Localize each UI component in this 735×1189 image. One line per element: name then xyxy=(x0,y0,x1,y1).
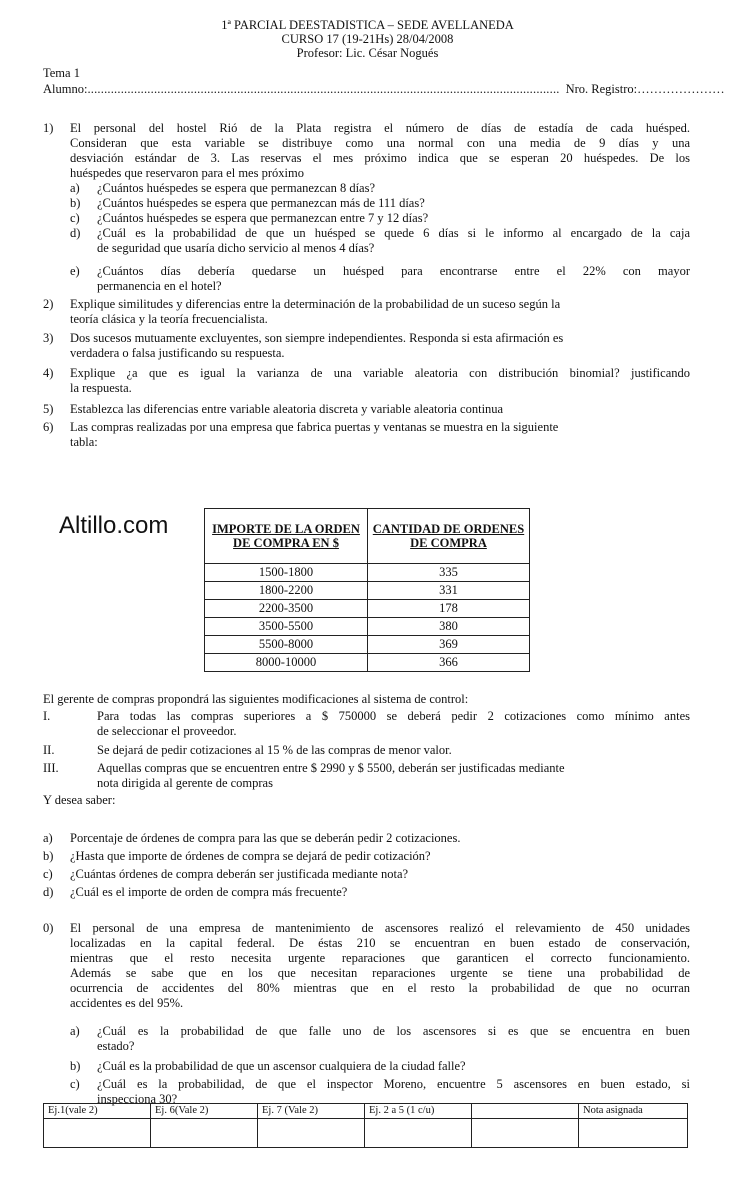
question-0-line: mientras que el resto necesita urgente reparaciones que garanticen el correcto funcionamiento. xyxy=(70,951,690,965)
question-4-line: Explique ¿a que es igual la varianza de una variable aleatoria con distribución binomial? justificando xyxy=(70,366,690,380)
q0-sub-letter: b) xyxy=(70,1059,81,1073)
grade-cell[interactable] xyxy=(44,1119,151,1148)
question-6-number: 6) xyxy=(43,420,54,434)
question-0-line: El personal de una empresa de mantenimiento de ascensores realizó el relevamiento de 450 unidades xyxy=(70,921,690,935)
count-cell: 335 xyxy=(368,564,530,582)
question-1-line: El personal del hostel Rió de la Plata registra el número de días de estadía de cada huésped. xyxy=(70,121,690,135)
roman-number: III. xyxy=(43,761,59,775)
exam-title: 1ª PARCIAL DEESTADISTICA – SEDE AVELLANEDA xyxy=(221,18,514,32)
exam-header xyxy=(0,18,735,60)
grade-cell[interactable] xyxy=(579,1119,688,1148)
question-5-number: 5) xyxy=(43,402,54,416)
range-cell: 8000-10000 xyxy=(205,654,368,672)
roman-text: de seleccionar el proveedor. xyxy=(97,724,237,738)
question-0-line: accidentes es del 95%. xyxy=(70,996,184,1010)
table-row xyxy=(205,582,530,600)
question-5-line: Establezca las diferencias entre variable aleatoria discreta y variable aleatoria continua xyxy=(70,402,504,416)
grade-cell[interactable] xyxy=(472,1119,579,1148)
grades-header-cell: Ej. 7 (Vale 2) xyxy=(258,1104,365,1119)
q1-sub-letter: a) xyxy=(70,181,80,195)
q1-sub-letter: d) xyxy=(70,226,81,240)
q6-sub-letter: a) xyxy=(43,831,53,845)
professor-info: Profesor: Lic. César Nogués xyxy=(296,46,439,60)
question-4-number: 4) xyxy=(43,366,54,380)
course-info: CURSO 17 (19-21Hs) 28/04/2008 xyxy=(281,32,454,46)
roman-text: nota dirigida al gerente de compras xyxy=(97,776,273,790)
question-3-line: Dos sucesos mutuamente excluyentes, son siempre independientes. Responda si esta afirmación es xyxy=(70,331,564,345)
table-row xyxy=(205,618,530,636)
roman-text: Para todas las compras superiores a $ 750000 se deberá pedir 2 cotizaciones como mínimo antes xyxy=(97,709,690,723)
table-row xyxy=(205,654,530,672)
question-1-number: 1) xyxy=(43,121,54,135)
count-cell: 366 xyxy=(368,654,530,672)
q0-sub-text: inspecciona 30? xyxy=(97,1092,178,1106)
tema-label: Tema 1 xyxy=(43,66,80,80)
grade-cell[interactable] xyxy=(258,1119,365,1148)
q1-sub-text: ¿Cuántos días debería quedarse un huésped para encontrarse entre el 22% con mayor xyxy=(97,264,690,278)
column-header-importe: IMPORTE DE LA ORDEN DE COMPRA EN $ xyxy=(205,509,368,564)
count-cell: 178 xyxy=(368,600,530,618)
question-6-line: Las compras realizadas por una empresa que fabrica puertas y ventanas se muestra en la siguiente xyxy=(70,420,559,434)
registro-field[interactable]: ………………… xyxy=(637,82,725,96)
range-cell: 5500-8000 xyxy=(205,636,368,654)
grade-cell[interactable] xyxy=(365,1119,472,1148)
range-cell: 2200-3500 xyxy=(205,600,368,618)
question-0-line: localizadas en la capital federal. De éstas 210 se encuentran en buen estado de conservación, xyxy=(70,936,690,950)
q0-sub-text: ¿Cuál es la probabilidad de que falle uno de los ascensores si es que se encuentra en buen xyxy=(97,1024,690,1038)
grades-table xyxy=(43,1103,688,1148)
q1-sub-text: de seguridad que usaría dicho servicio al menos 4 días? xyxy=(97,241,375,255)
question-0-line: ocurrencia de accidentes del 80% mientras que en el resto la probabilidad de que no ocurran xyxy=(70,981,690,995)
q1-sub-text: ¿Cuántos huéspedes se espera que permanezcan entre 7 y 12 días? xyxy=(97,211,429,225)
table-header-row xyxy=(205,509,530,564)
count-cell: 331 xyxy=(368,582,530,600)
question-4-line: la respuesta. xyxy=(70,381,132,395)
q0-sub-letter: a) xyxy=(70,1024,80,1038)
roman-text: Aquellas compras que se encuentren entre $ 2990 y $ 5500, deberán ser justificadas mediante xyxy=(97,761,565,775)
grades-header-cell: Ej.1(vale 2) xyxy=(44,1104,151,1119)
grades-header-row xyxy=(44,1104,688,1119)
roman-text: Se dejará de pedir cotizaciones al 15 % de las compras de menor valor. xyxy=(97,743,452,757)
q6-sub-letter: c) xyxy=(43,867,53,881)
question-1-line: desviación estándar de 3. Las reservas el mes próximo indica que se esperan 20 huéspedes. De los xyxy=(70,151,690,165)
q6-sub-text: ¿Cuál es el importe de orden de compra más frecuente? xyxy=(70,885,348,899)
range-cell: 1500-1800 xyxy=(205,564,368,582)
alumno-field[interactable]: .............................................................................................................................................. xyxy=(87,82,560,96)
question-3-line: verdadera o falsa justificando su respuesta. xyxy=(70,346,285,360)
desea-saber: Y desea saber: xyxy=(43,793,116,807)
q6-sub-letter: d) xyxy=(43,885,54,899)
grades-header-cell xyxy=(472,1104,579,1119)
column-header-cantidad: CANTIDAD DE ORDENES DE COMPRA xyxy=(368,509,530,564)
q1-sub-text: permanencia en el hotel? xyxy=(97,279,222,293)
q1-sub-letter: e) xyxy=(70,264,80,278)
count-cell: 369 xyxy=(368,636,530,654)
grades-header-cell: Nota asignada xyxy=(579,1104,688,1119)
gerente-intro: El gerente de compras propondrá las siguientes modificaciones al sistema de control: xyxy=(43,692,469,706)
q1-sub-letter: b) xyxy=(70,196,81,210)
question-1-line: huéspedes que reservaron para el mes próximo xyxy=(70,166,304,180)
table-row xyxy=(205,636,530,654)
range-cell: 3500-5500 xyxy=(205,618,368,636)
q1-sub-text: ¿Cuál es la probabilidad de que un huésped se quede 6 días si le informo al encargado de la caja xyxy=(97,226,690,240)
question-1-line: Consideran que esta variable se distribuye como una normal con una media de 9 días y una xyxy=(70,136,690,150)
grade-cell[interactable] xyxy=(151,1119,258,1148)
question-6-line: tabla: xyxy=(70,435,98,449)
question-0-line: Además se sabe que en los que necesitan reparaciones urgente se tiene una probabilidad de xyxy=(70,966,690,980)
question-0-number: 0) xyxy=(43,921,54,935)
q1-sub-text: ¿Cuántos huéspedes se espera que permanezcan más de 111 días? xyxy=(97,196,425,210)
count-cell: 380 xyxy=(368,618,530,636)
q0-sub-text: estado? xyxy=(97,1039,135,1053)
q0-sub-letter: c) xyxy=(70,1077,80,1091)
student-line xyxy=(43,82,725,97)
q6-sub-letter: b) xyxy=(43,849,54,863)
question-2-number: 2) xyxy=(43,297,54,311)
question-2-line: Explique similitudes y diferencias entre la determinación de la probabilidad de un suceso según la xyxy=(70,297,561,311)
registro-label: Nro. Registro: xyxy=(565,82,638,96)
roman-number: II. xyxy=(43,743,55,757)
grades-header-cell: Ej. 6(Vale 2) xyxy=(151,1104,258,1119)
table-row xyxy=(205,600,530,618)
range-cell: 1800-2200 xyxy=(205,582,368,600)
q1-sub-letter: c) xyxy=(70,211,80,225)
q6-sub-text: ¿Cuántas órdenes de compra deberán ser justificada mediante nota? xyxy=(70,867,409,881)
purchase-orders-table xyxy=(204,508,530,672)
altillo-logo: Altillo.com xyxy=(59,512,169,539)
q0-sub-text: ¿Cuál es la probabilidad, de que el inspector Moreno, encuentre 5 ascensores en buen estado, si xyxy=(97,1077,690,1091)
question-3-number: 3) xyxy=(43,331,54,345)
grades-header-cell: Ej. 2 a 5 (1 c/u) xyxy=(365,1104,472,1119)
q0-sub-text: ¿Cuál es la probabilidad de que un ascensor cualquiera de la ciudad falle? xyxy=(97,1059,466,1073)
q1-sub-text: ¿Cuántos huéspedes se espera que permanezcan 8 días? xyxy=(97,181,376,195)
grades-score-row xyxy=(44,1119,688,1148)
q6-sub-text: ¿Hasta que importe de órdenes de compra se dejará de pedir cotización? xyxy=(70,849,431,863)
q6-sub-text: Porcentaje de órdenes de compra para las que se deberán pedir 2 cotizaciones. xyxy=(70,831,461,845)
question-2-line: teoría clásica y la teoría frecuencialista. xyxy=(70,312,268,326)
roman-number: I. xyxy=(43,709,51,723)
alumno-label: Alumno: xyxy=(43,82,88,96)
table-row xyxy=(205,564,530,582)
